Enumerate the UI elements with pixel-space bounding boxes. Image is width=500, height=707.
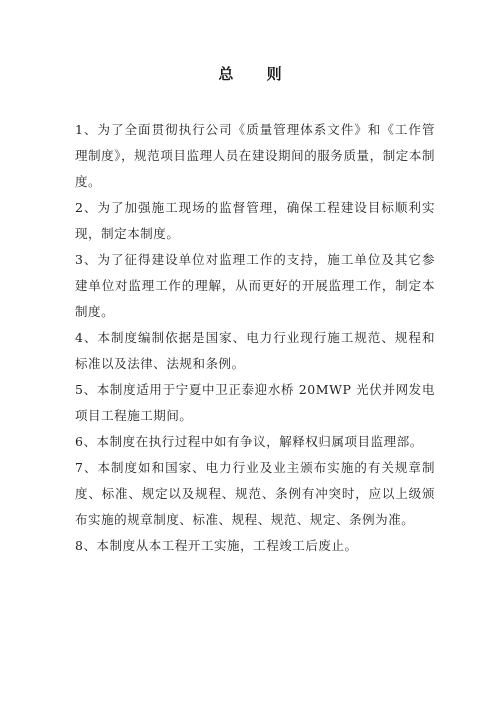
clause-1: 1、为了全面贯彻执行公司《质量管理体系文件》和《工作管理制度》，规范项目监理人员在建设期间的服务质量，制定本制度。 bbox=[75, 122, 435, 189]
page-title: 总 则 bbox=[218, 65, 296, 83]
clause-5: 5、本制度适用于宁夏中卫正泰迎水桥 20MWP 光伏并网发电项目工程施工期间。 bbox=[75, 382, 435, 423]
clause-4: 4、本制度编制依据是国家、电力行业现行施工规范、规程和标准以及法律、法规和条例。 bbox=[75, 330, 435, 371]
clause-7: 7、本制度如和国家、电力行业及业主颁布实施的有关规章制度、标准、规定以及规程、规范、条例有冲突时，应以上级颁布实施的规章制度、标准、规程、规范、规定、条例为准。 bbox=[75, 460, 435, 527]
clause-8: 8、本制度从本工程开工实施，工程竣工后废止。 bbox=[75, 538, 358, 553]
clause-3: 3、为了征得建设单位对监理工作的支持，施工单位及其它参建单位对监理工作的理解，从而更好的开展监理工作，制定本制度。 bbox=[75, 252, 435, 319]
clause-2: 2、为了加强施工现场的监督管理，确保工程建设目标顺利实现，制定本制度。 bbox=[75, 200, 435, 241]
clause-6: 6、本制度在执行过程中如有争议，解释权归属项目监理部。 bbox=[75, 434, 423, 449]
clause-list bbox=[75, 117, 435, 559]
